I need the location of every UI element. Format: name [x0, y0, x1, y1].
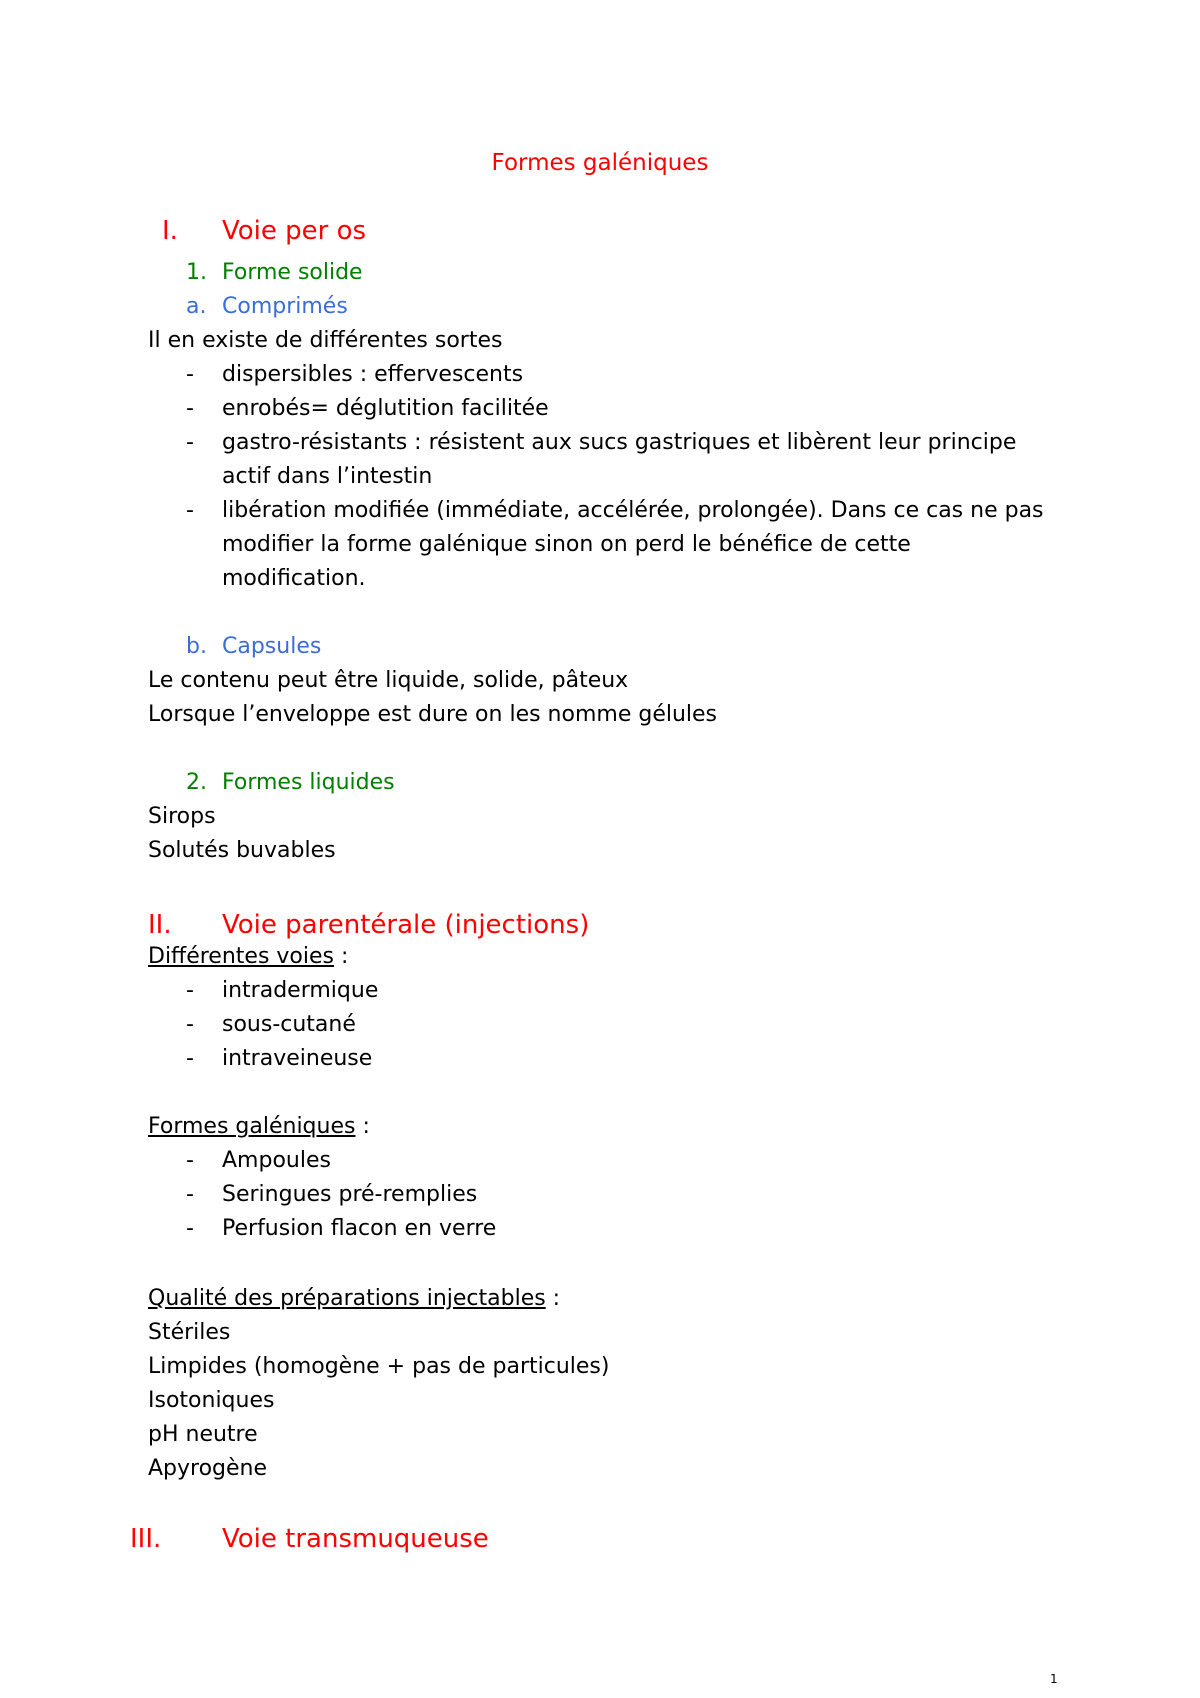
page-title: Formes galéniques	[491, 150, 709, 176]
section-1-number: I.	[162, 216, 178, 246]
capsule-line: Le contenu peut être liquide, solide, pâteux	[148, 668, 629, 693]
qualite-item: Stériles	[148, 1320, 231, 1345]
bullet-dash: -	[186, 978, 194, 1003]
qualite-item: Isotoniques	[148, 1388, 275, 1413]
section-3-heading: Voie transmuqueuse	[222, 1524, 489, 1554]
bullet-dash: -	[186, 1148, 194, 1173]
section-2-number: II.	[148, 910, 172, 940]
subsection-b-letter: b.	[186, 634, 207, 659]
section-1-heading: Voie per os	[222, 216, 367, 246]
bullet-dash: -	[186, 1216, 194, 1241]
bullet-text-continued: modifier la forme galénique sinon on perd le bénéfice de cette	[222, 532, 911, 557]
bullet-text: libération modifiée (immédiate, accélérée, prolongée). Dans ce cas ne pas	[222, 498, 1044, 523]
voie-item: intraveineuse	[222, 1046, 373, 1071]
subsection-1-heading: Forme solide	[222, 260, 363, 285]
forme-item: Ampoules	[222, 1148, 331, 1173]
bullet-text-continued: modification.	[222, 566, 366, 591]
label-colon: :	[545, 1286, 561, 1311]
voies-label: Différentes voies	[148, 944, 334, 969]
voie-item: sous-cutané	[222, 1012, 356, 1037]
qualite-item: Limpides (homogène + pas de particules)	[148, 1354, 610, 1379]
bullet-text-continued: actif dans l’intestin	[222, 464, 433, 489]
forme-item: Seringues pré-remplies	[222, 1182, 478, 1207]
bullet-dash: -	[186, 396, 194, 421]
bullet-dash: -	[186, 1182, 194, 1207]
voie-item: intradermique	[222, 978, 379, 1003]
bullet-dash: -	[186, 1046, 194, 1071]
formes-label: Formes galéniques	[148, 1114, 356, 1139]
subsection-a-heading: Comprimés	[222, 294, 348, 319]
section-3-number: III.	[130, 1524, 162, 1554]
qualite-item: Apyrogène	[148, 1456, 268, 1481]
subsection-2-number: 2.	[186, 770, 207, 795]
bullet-text: gastro-résistants : résistent aux sucs gastriques et libèrent leur principe	[222, 430, 1017, 455]
page-number: 1	[1050, 1672, 1058, 1686]
label-colon: :	[355, 1114, 370, 1139]
voies-label-line	[148, 946, 348, 968]
subsection-1-number: 1.	[186, 260, 207, 285]
label-colon: :	[334, 944, 349, 969]
formes-label-line	[148, 1116, 370, 1138]
bullet-dash: -	[186, 498, 194, 523]
capsule-line: Lorsque l’enveloppe est dure on les nomme gélules	[148, 702, 718, 727]
qualite-label-line	[148, 1288, 560, 1310]
subsection-2-heading: Formes liquides	[222, 770, 395, 795]
comprimes-intro: Il en existe de différentes sortes	[148, 328, 503, 353]
bullet-text: dispersibles : effervescents	[222, 362, 524, 387]
qualite-label: Qualité des préparations injectables	[148, 1286, 546, 1311]
qualite-item: pH neutre	[148, 1422, 258, 1447]
liquid-form-line: Sirops	[148, 804, 216, 829]
liquid-form-line: Solutés buvables	[148, 838, 336, 863]
bullet-text: enrobés= déglutition facilitée	[222, 396, 549, 421]
bullet-dash: -	[186, 430, 194, 455]
forme-item: Perfusion flacon en verre	[222, 1216, 497, 1241]
subsection-a-letter: a.	[186, 294, 207, 319]
bullet-dash: -	[186, 362, 194, 387]
bullet-dash: -	[186, 1012, 194, 1037]
section-2-heading: Voie parentérale (injections)	[222, 910, 590, 940]
subsection-b-heading: Capsules	[222, 634, 322, 659]
